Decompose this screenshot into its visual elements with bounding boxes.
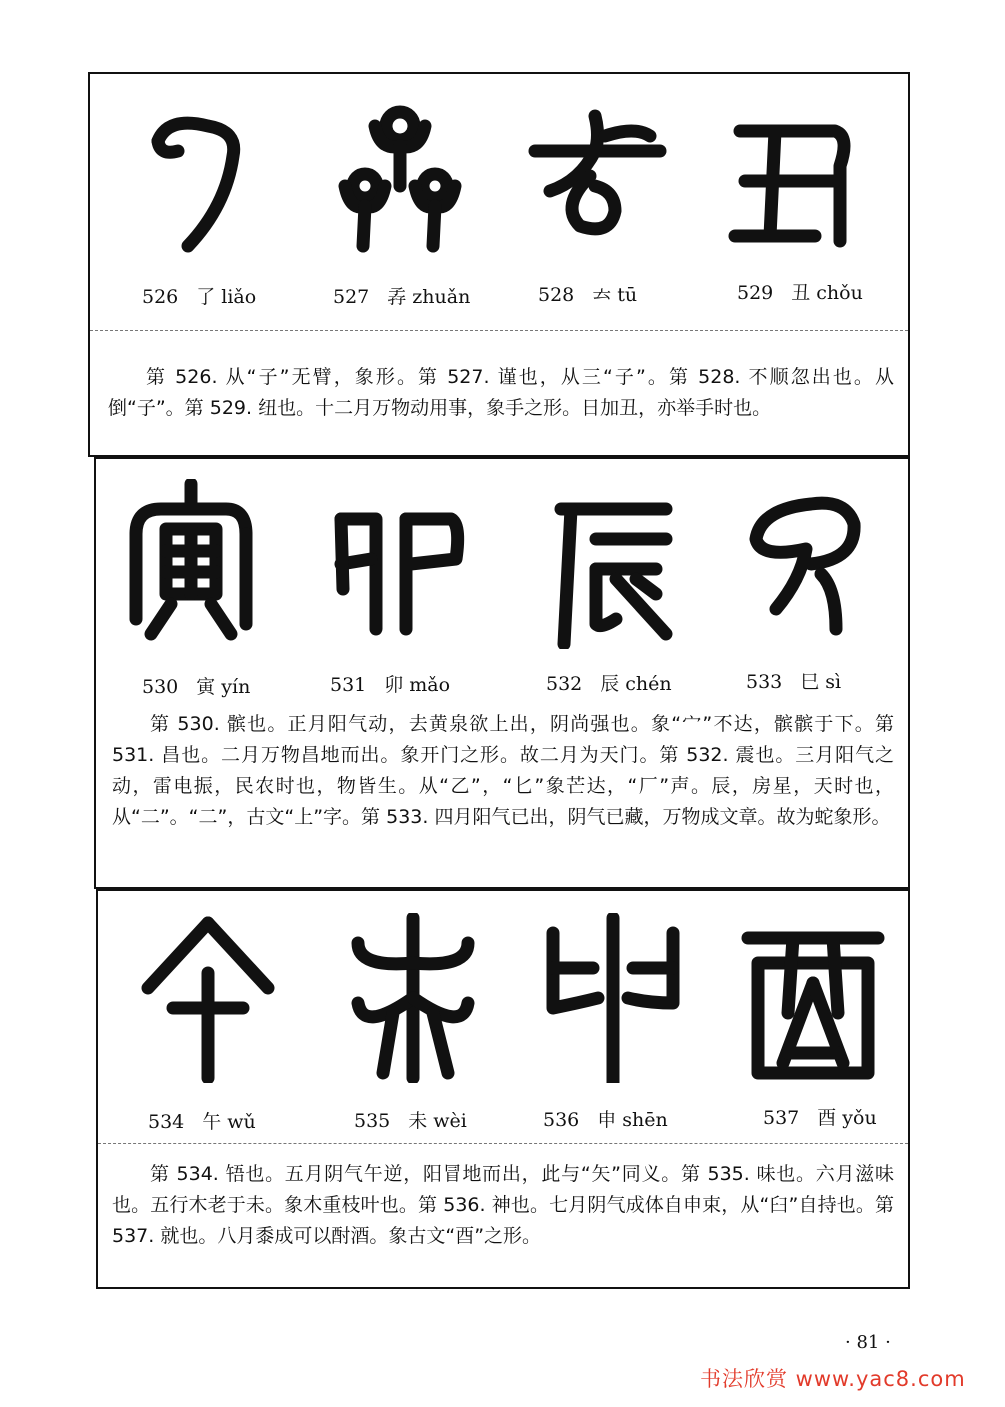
watermark: 书法欣赏 www.yac8.com bbox=[700, 1367, 966, 1391]
dashed-divider bbox=[98, 1143, 908, 1144]
seal-glyph-shen bbox=[538, 913, 688, 1083]
section-534-537 bbox=[96, 889, 910, 1289]
seal-glyph-yin bbox=[116, 479, 266, 649]
caption-532: 532 辰 chén bbox=[546, 673, 672, 695]
dashed-divider bbox=[90, 330, 908, 331]
seal-glyph-row bbox=[90, 96, 908, 266]
caption-529: 529 丑 chǒu bbox=[737, 282, 863, 304]
caption-531: 531 卯 mǎo bbox=[330, 674, 451, 696]
seal-glyph-wu bbox=[133, 913, 283, 1083]
caption-535: 535 未 wèi bbox=[354, 1110, 467, 1132]
caption-537: 537 酉 yǒu bbox=[763, 1107, 877, 1129]
seal-glyph-si bbox=[726, 479, 876, 649]
description-526-529: 第 526. 从“子”无臂，象形。第 527. 谨也，从三“子”。第 528. 不顺忽出也。从倒“子”。第 529. 纽也。十二月万物动用事，象手之形。日加丑，亦举手时也。 bbox=[108, 366, 894, 419]
seal-glyph-mao bbox=[321, 479, 471, 649]
caption-527: 527 孨 zhuǎn bbox=[333, 286, 471, 308]
caption-530: 530 寅 yín bbox=[142, 676, 251, 698]
caption-534: 534 午 wǔ bbox=[148, 1111, 256, 1133]
seal-glyph-row bbox=[96, 479, 908, 649]
page-number: · 81 · bbox=[845, 1332, 891, 1353]
section-530-533 bbox=[94, 457, 910, 889]
seal-glyph-tu bbox=[520, 96, 670, 266]
caption-528: 528 𠫓 tū bbox=[538, 284, 638, 306]
description-534-537: 第 534. 啎也。五月阴气午逆，阳冒地而出，此与“矢”同义。第 535. 味也。六月滋味也。五行木老于未。象木重枝叶也。第 536. 神也。七月阴气成体自申束，从“臼”自持也。第 537. 就也。八月黍成可以酎酒。象古文“酉”之形。 bbox=[112, 1163, 894, 1247]
seal-glyph-chen bbox=[536, 479, 686, 649]
seal-glyph-wei bbox=[338, 913, 488, 1083]
caption-536: 536 申 shēn bbox=[543, 1109, 668, 1131]
description-530-533: 第 530. 髌也。正月阳气动，去黄泉欲上出，阴尚强也。象“宀”不达，髌髌于下。第 531. 昌也。二月万物昌地而出。象开门之形。故二月为天门。第 532. 震也。三月阳气之动，雷电振，民农时也，物皆生。从“乙”，“匕”象芒达，“厂”声。辰，房星，天时也，从“二”。“二”，古文“上”字。第 533. 四月阳气已出，阴气已藏，万物成文章。故为蛇象形。 bbox=[112, 713, 894, 828]
caption-526: 526 了 liǎo bbox=[142, 286, 257, 308]
section-526-529 bbox=[88, 72, 910, 457]
seal-glyph-you bbox=[738, 913, 888, 1083]
seal-glyph-row bbox=[98, 913, 908, 1083]
seal-glyph-liao bbox=[138, 96, 288, 266]
seal-glyph-zhuan bbox=[325, 96, 475, 266]
seal-glyph-chou bbox=[715, 96, 865, 266]
caption-533: 533 巳 sì bbox=[746, 671, 842, 693]
